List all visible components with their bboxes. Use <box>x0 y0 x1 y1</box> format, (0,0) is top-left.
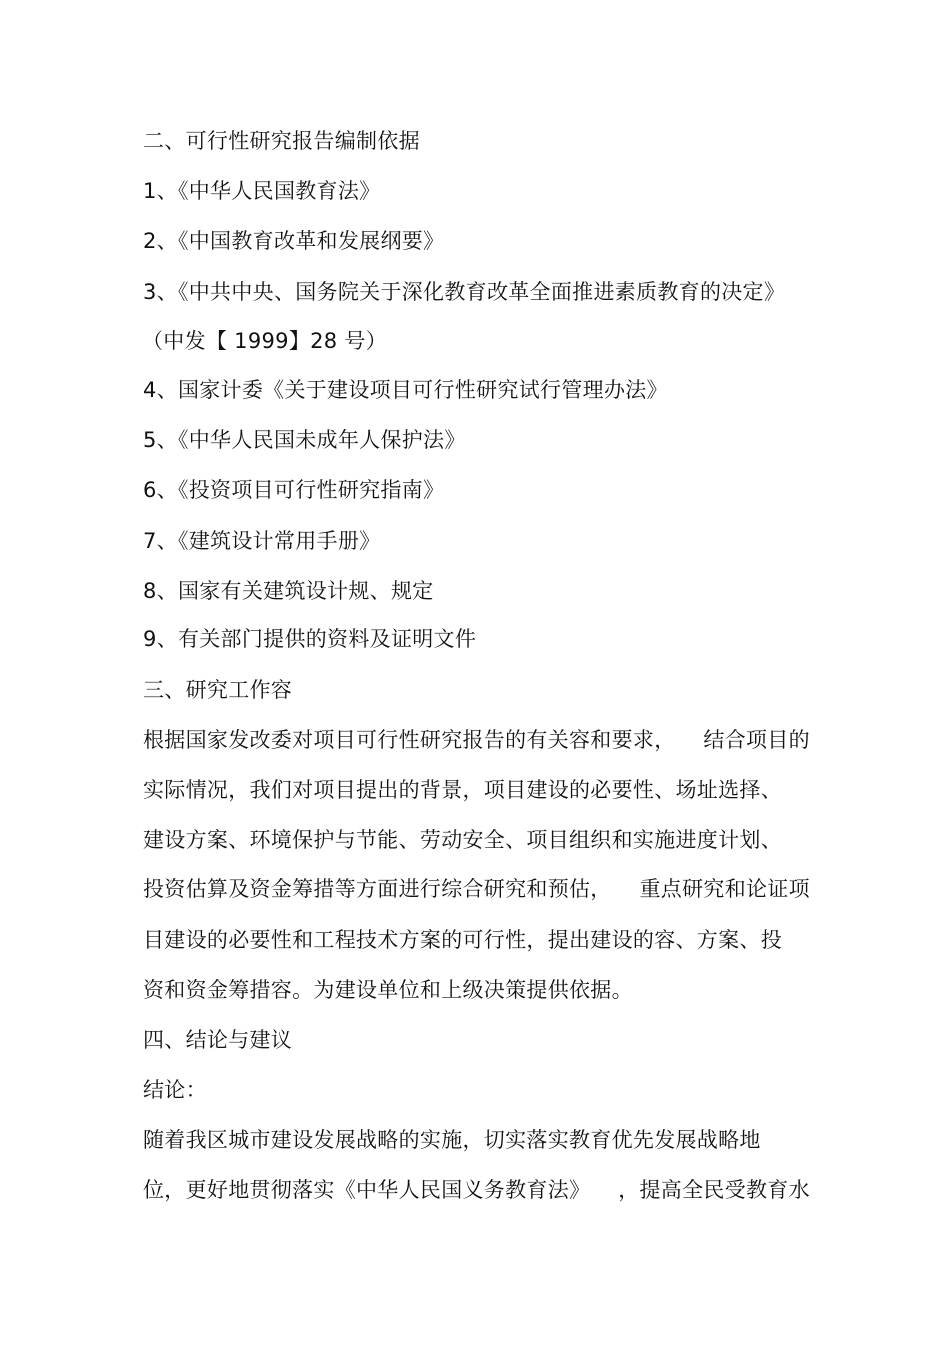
paragraph-label: 结论： <box>143 1078 207 1102</box>
paragraph-line: 目建设的必要性和工程技术方案的可行性，提出建设的容、方案、投 <box>143 928 782 952</box>
list-item-continuation: （中发【 1999】28 号） <box>142 329 388 353</box>
list-item: 3、《中共中央、国务院关于深化教育改革全面推进素质教育的决定》 <box>143 280 786 304</box>
paragraph-line: 建设方案、环境保护与节能、劳动安全、项目组织和实施进度计划、 <box>143 828 782 852</box>
paragraph-line: 投资估算及资金筹措等方面进行综合研究和预估， 重点研究和论证项 <box>143 877 810 901</box>
paragraph-line: 实际情况，我们对项目提出的背景，项目建设的必要性、场址选择、 <box>143 778 782 802</box>
paragraph-line: 随着我区城市建设发展战略的实施，切实落实教育优先发展战略地 <box>143 1128 761 1152</box>
section-heading: 二、可行性研究报告编制依据 <box>143 129 420 153</box>
paragraph-line: 根据国家发改委对项目可行性研究报告的有关容和要求， 结合项目的 <box>143 728 810 752</box>
section-heading: 四、结论与建议 <box>143 1028 293 1052</box>
list-item: 5、《中华人民国未成年人保护法》 <box>143 428 466 452</box>
list-item: 6、《投资项目可行性研究指南》 <box>143 478 445 502</box>
list-item: 2、《中国教育改革和发展纲要》 <box>143 229 445 253</box>
list-item: 7、《建筑设计常用手册》 <box>143 529 381 553</box>
paragraph-line: 资和资金筹措容。为建设单位和上级决策提供依据。 <box>143 978 633 1002</box>
list-item: 4、国家计委《关于建设项目可行性研究试行管理办法》 <box>143 378 668 402</box>
list-item: 8、国家有关建筑设计规、规定 <box>143 579 434 603</box>
list-item: 9、有关部门提供的资料及证明文件 <box>143 627 477 651</box>
section-heading: 三、研究工作容 <box>143 678 293 702</box>
list-item: 1、《中华人民国教育法》 <box>143 179 381 203</box>
paragraph-line: 位，更好地贯彻落实《中华人民国义务教育法》 ，提高全民受教育水 <box>143 1178 810 1202</box>
